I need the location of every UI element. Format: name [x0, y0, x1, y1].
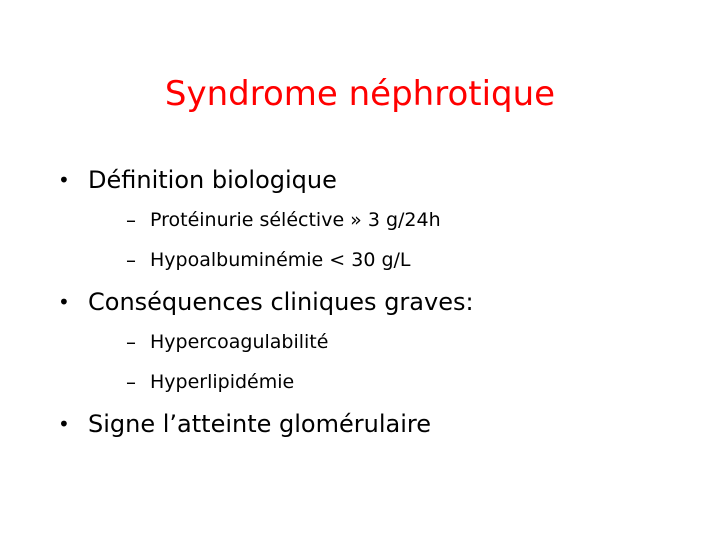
- sub-list: [88, 322, 698, 402]
- bullet-marker: •: [58, 168, 70, 192]
- bullet-list: [58, 160, 698, 444]
- bullet-marker: •: [58, 412, 70, 436]
- bullet-item: [58, 282, 698, 402]
- bullet-text: Conséquences cliniques graves:: [88, 288, 474, 316]
- sub-marker: –: [126, 330, 136, 354]
- sub-text: Hypercoagulabilité: [150, 331, 329, 353]
- sub-marker: –: [126, 208, 136, 232]
- sub-text: Hypoalbuminémie < 30 g/L: [150, 249, 411, 271]
- sub-text: Hyperlipidémie: [150, 371, 295, 393]
- sub-item: [88, 200, 698, 240]
- bullet-text: Définition biologique: [88, 166, 337, 194]
- bullet-item: [58, 160, 698, 280]
- sub-item: [88, 362, 698, 402]
- slide-title: Syndrome néphrotique: [164, 74, 556, 114]
- bullet-marker: •: [58, 290, 70, 314]
- sub-marker: –: [126, 370, 136, 394]
- bullet-text: Signe l’atteinte glomérulaire: [88, 410, 431, 438]
- sub-item: [88, 240, 698, 280]
- bullet-item: [58, 404, 698, 444]
- sub-marker: –: [126, 248, 136, 272]
- sub-item: [88, 322, 698, 362]
- sub-text: Protéinurie séléctive » 3 g/24h: [150, 209, 441, 231]
- sub-list: [88, 200, 698, 280]
